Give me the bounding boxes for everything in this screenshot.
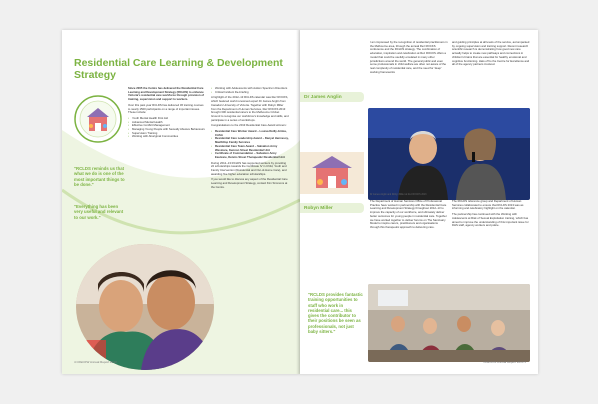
list-item: • Residential Care Leadership Award – Danyel Hennessy, MacKillop Family Services: [211, 137, 289, 144]
list-item: • Effective Conflict Management: [128, 124, 206, 128]
left-page: [62, 30, 300, 374]
awards-intro: Congratulations to the 2013 Residential Care Award winners:: [211, 123, 287, 128]
presentation-slide-image: [300, 152, 364, 194]
intro-column: [128, 87, 206, 141]
intro-paragraph-1: Since 2005 the Centre has delivered the Residential Care Learning and Development Strategy (RCLDS) to enhance Victoria's residential care workforce through provision of training, supervision and support to workers.: [128, 86, 204, 102]
miller-text-left: [370, 200, 448, 232]
text-column: I am impressed by the recognition of residential practitioners in the Melbourne area, through the annual Rez ROCKS conference and the RCLDS strategy. The combination of education, inspiration and celebration at Rez ROCKS offers a model that could be usefully emulated in many other jurisdictions around the world. The general public and even some professionals in child welfare are often not aware of the real complexity of residential care, and the need for 'deep' working frameworks: [370, 40, 448, 74]
training-session-photo: [368, 284, 530, 362]
list-item: • Residential Care Team Award – Salvation Army Westcare, Kennon Street Residential Unit: [211, 145, 289, 152]
contact-paragraph: If you would like to discuss any aspect of the Residential Care Learning and Development Strategy, contact Kim Simmons at the Centre.: [211, 177, 288, 189]
page-folio: CFECFW Annual Report 2013 5: [483, 360, 526, 364]
list-item: • Managing Young People with Sexually Abusive Behaviours: [128, 128, 206, 132]
awards-list: [211, 130, 289, 160]
page-folio: 4 CFECFW Annual Report 2013: [74, 360, 117, 364]
page-title: Residential Care Learning & Development Strategy: [74, 57, 283, 81]
pull-quote: "Everything has been very useful and relevant to our work.": [74, 204, 124, 220]
text-paragraph: The Department of Human Services Office of Professional Practice have worked in partnership with the Residential Care Learning and Development Strategy throughout 2012–13 to improve the capacity of our workforce, and ultimately deliver better outcomes for young people in residential care. Together we have worked together to deliver forums on The Sanctuary Model to inspire carers, practitioners and organisations through this therapeutic approach to delivering care.: [370, 199, 447, 229]
anglin-quote-text: [370, 41, 530, 74]
training-topics-list-continued: [211, 87, 289, 94]
rclds-logo: [74, 95, 122, 143]
list-item: • Working with Aboriginal Communities: [128, 135, 206, 139]
list-item: • Supervision Training: [128, 132, 206, 136]
photo-caption: Dr James Anglin and Robyn Miller at Rez ROCKS 2013: [370, 194, 427, 196]
anglin-miller-photo: [368, 108, 530, 200]
pull-quote: "RCLDS reminds us that what we do is one of the most important things to be done.": [74, 166, 125, 187]
speaker-name-anglin: Dr James Anglin: [300, 92, 364, 102]
list-item: • Certificate of Commendation – Salvation Army Eastcare, Dennis Street Therapeutic Residential Unit: [211, 152, 289, 159]
list-item: • Advanced Mental Health: [128, 121, 206, 125]
rez-rocks-paragraph: A highlight of the 2012–13 RCLDS calendar was Rez ROCKS, which featured world renowned expert Dr James Anglin from Canada's University of Victoria. Together with Robyn Miller from the Department of Human Services, Rez ROCKS 2013 brought 300 residential carers to the Melbourne Cricket Ground to recognise our workforce's knowledge and skills, and participate in a series of workshops.: [211, 95, 289, 122]
list-item: • Residential Care Worker Award – Louisa Reilly-Grima, CASA: [211, 130, 289, 137]
scholarships-paragraph: During 2012–13 RCLDS has supported workers by providing 22 scholarships towards the Certificate IV in Child, Youth and Family Intervention (Residential and Out-of-Home Care), and awarding five higher education scholarships.: [211, 160, 287, 176]
third-column: [211, 87, 289, 192]
list-item: • Youth Mental Health First Aid: [128, 117, 206, 121]
pull-quote: "RCLDS provides fantastic training opportunities to staff who work in residential care... this gives the contributor to their positions be seen as professionals, not just baby sitters.": [308, 292, 363, 335]
list-item: • Critical Incident De-briefing: [211, 91, 289, 95]
right-page: [300, 30, 538, 374]
training-topics-list: [128, 117, 206, 139]
text-paragraph: The partnership has continued with the Working with Adolescents at Risk of Sexual Exploitation training, which has aimed to improve the understanding of this important issue for DHS staff, agency workers and police.: [452, 212, 529, 228]
speaker-name-miller: Robyn Miller: [300, 203, 364, 213]
miller-text-right: [452, 200, 530, 230]
young-people-photo: [76, 244, 214, 370]
text-paragraph: The RCLDS reference group and Department of Human Services collaborated to ensure that RCLDS 2013 was as informing and celebratory highlight on the calendar.: [452, 199, 524, 211]
intro-paragraph-2: Over this past year RCLDS has delivered 36 training courses to nearly 1500 participants on a range of important issues. These include:: [128, 102, 204, 115]
list-item: • Working with Adolescents with Autism Spectrum Disorders: [211, 87, 289, 91]
text-column: and guiding principles at all levels of the service, accompanied by ongoing supervision and training support. Recent research scientific research is demonstrating how good new care actually helps to create new pathways and connections in children's brains that are essential for healthy emotional and cognitive functioning. Hats off to the Centre for Excellence and all of the agency partners involved.: [452, 40, 530, 67]
